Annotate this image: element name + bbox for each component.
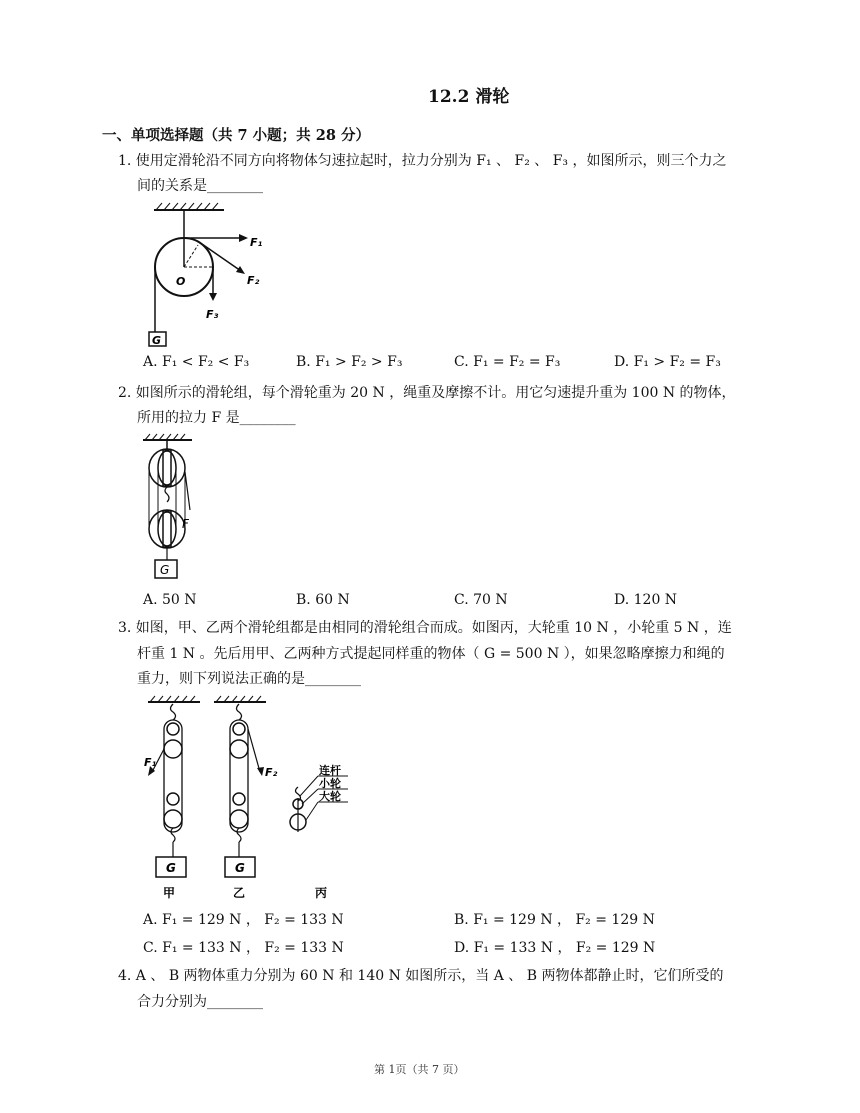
page-title: 12.2 滑轮 bbox=[428, 87, 510, 107]
question-2-line-1: 2. 如图所示的滑轮组，每个滑轮重为 20 N ，绳重及摩擦不计。用它匀速提升重为 100 N 的物体， bbox=[118, 385, 736, 401]
fig1-o-label: O bbox=[176, 275, 186, 288]
q2-option-a[interactable]: A. 50 N bbox=[143, 592, 197, 608]
question-4-line-1: 4. A 、 B 两物体重力分别为 60 N 和 140 N 如图所示，当 A 、 B 两物体都静止时，它们所受的 bbox=[118, 968, 724, 984]
fig3-jia-label: 甲 bbox=[163, 886, 176, 900]
fig3-small-wheel-label: 小轮 bbox=[319, 777, 341, 790]
fig3-rod-label: 连杆 bbox=[319, 764, 341, 777]
question-3-line-1: 3. 如图，甲、乙两个滑轮组都是由相同的滑轮组合而成。如图丙，大轮重 10 N ，小轮重 5 N ，连 bbox=[118, 620, 732, 636]
q1-option-a[interactable]: A. F₁ < F₂ < F₃ bbox=[143, 354, 250, 370]
fig3-big-wheel-label: 大轮 bbox=[319, 790, 341, 803]
question-2-figure bbox=[140, 432, 220, 587]
fig3-f1-label: F₁ bbox=[144, 756, 157, 769]
fig3-bing-label: 丙 bbox=[315, 886, 328, 900]
question-1-line-2: 间的关系是________ bbox=[137, 178, 263, 194]
q2-option-b[interactable]: B. 60 N bbox=[296, 592, 350, 608]
q3-option-a[interactable]: A. F₁ = 129 N ， F₂ = 133 N bbox=[143, 912, 344, 928]
question-1-figure bbox=[140, 200, 280, 350]
q2-option-c[interactable]: C. 70 N bbox=[454, 592, 508, 608]
fig2-f-label: F bbox=[182, 517, 189, 531]
q1-option-b[interactable]: B. F₁ > F₂ > F₃ bbox=[296, 354, 403, 370]
q3-option-b[interactable]: B. F₁ = 129 N ， F₂ = 129 N bbox=[454, 912, 655, 928]
question-4-line-2: 合力分别为________ bbox=[137, 994, 263, 1010]
question-2-line-2: 所用的拉力 F 是________ bbox=[137, 410, 296, 426]
q2-option-d[interactable]: D. 120 N bbox=[614, 592, 678, 608]
page-footer: 第 1页（共 7 页） bbox=[374, 1063, 465, 1076]
section-heading: 一、单项选择题（共 7 小题；共 28 分） bbox=[102, 127, 370, 144]
q3-option-d[interactable]: D. F₁ = 133 N ， F₂ = 129 N bbox=[454, 940, 656, 956]
fig2-g-label: G bbox=[160, 563, 170, 577]
fig1-g-label: G bbox=[152, 334, 162, 347]
fig3-f2-label: F₂ bbox=[265, 766, 278, 779]
q1-option-c[interactable]: C. F₁ = F₂ = F₃ bbox=[454, 354, 561, 370]
fig3-g1-label: G bbox=[166, 861, 176, 875]
question-3-line-2: 杆重 1 N 。先后用甲、乙两种方式提起同样重的物体（ G = 500 N ），如果忽略摩擦力和绳的 bbox=[137, 646, 725, 662]
fig3-yi-label: 乙 bbox=[233, 886, 246, 900]
q3-option-c[interactable]: C. F₁ = 133 N ， F₂ = 133 N bbox=[143, 940, 344, 956]
question-1-line-1: 1. 使用定滑轮沿不同方向将物体匀速拉起时，拉力分别为 F₁ 、 F₂ 、 F₃ ，如图所示，则三个力之 bbox=[118, 153, 727, 169]
question-3-figure bbox=[138, 692, 358, 902]
q1-option-d[interactable]: D. F₁ > F₂ = F₃ bbox=[614, 354, 721, 370]
fig1-f2-label: F₂ bbox=[247, 274, 260, 287]
fig3-g2-label: G bbox=[235, 861, 245, 875]
question-3-line-3: 重力，则下列说法正确的是________ bbox=[137, 671, 361, 687]
fig1-f3-label: F₃ bbox=[206, 308, 219, 321]
fig1-f1-label: F₁ bbox=[250, 236, 263, 249]
